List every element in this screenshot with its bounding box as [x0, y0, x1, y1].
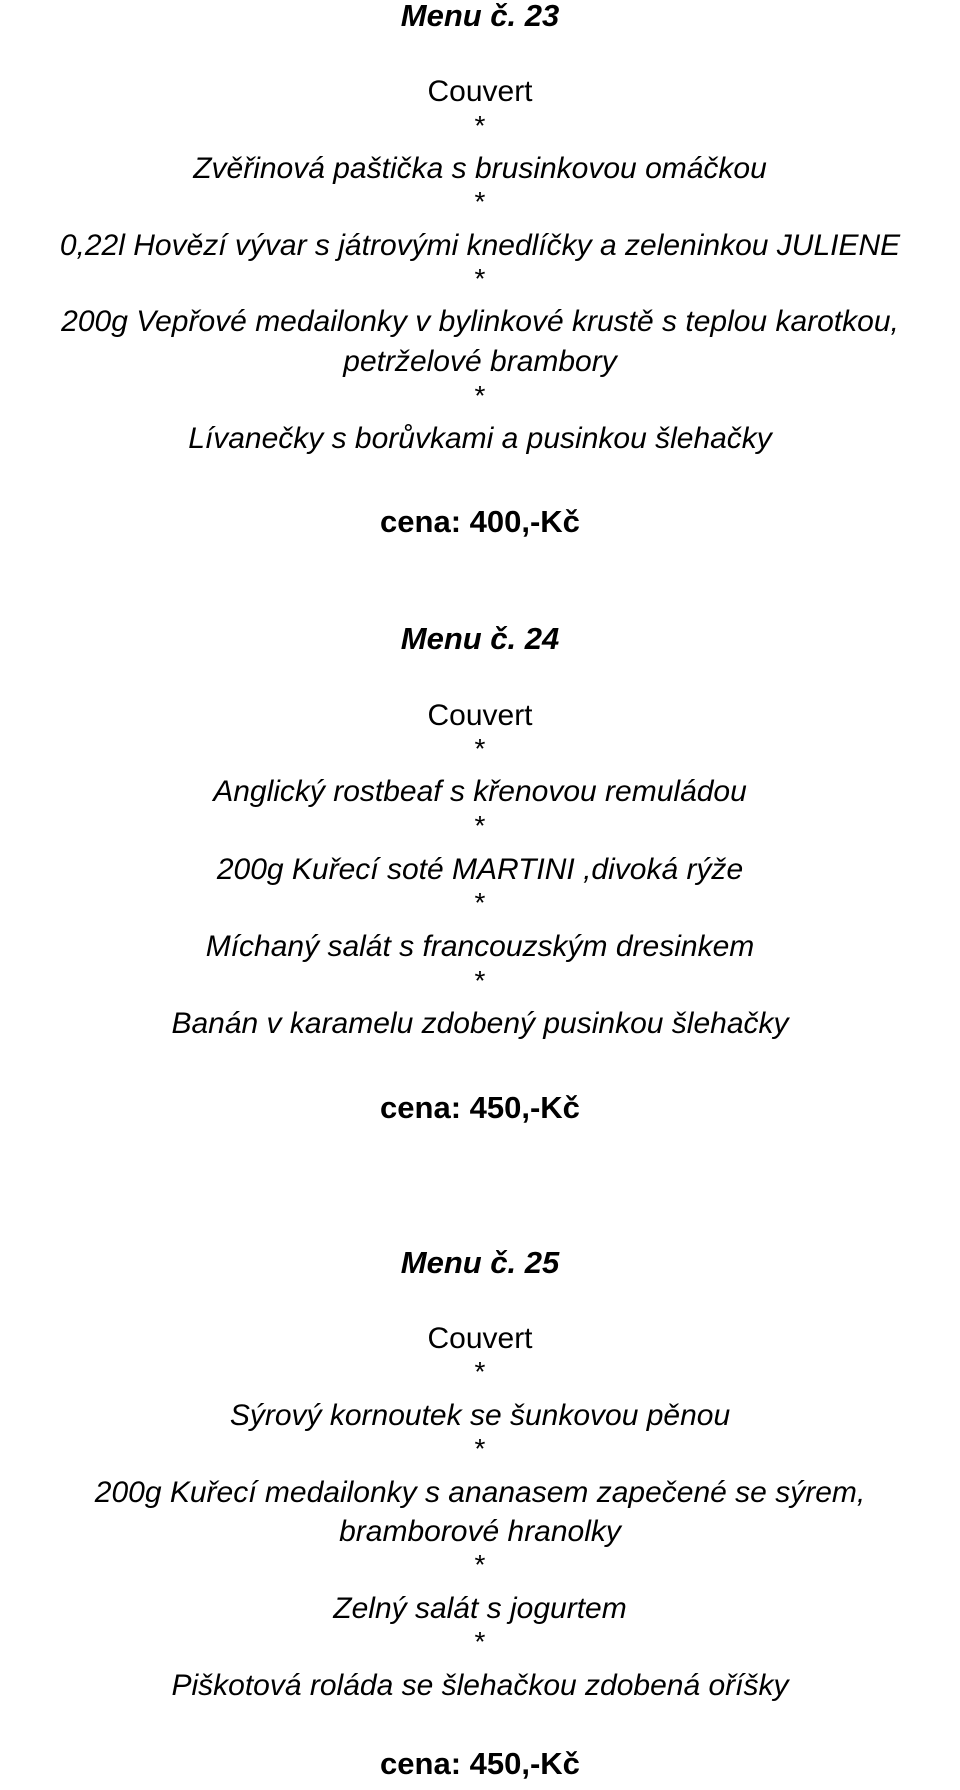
menu-24-separator: * [474, 965, 486, 996]
menu-24-title: Menu č. 24 [400, 621, 560, 656]
menu-25-main-line2: bramborové hranolky [339, 1515, 621, 1548]
menu-23-separator: * [474, 186, 486, 217]
menu-24-separator: * [474, 887, 486, 918]
menu-23-main-line1: 200g Vepřové medailonky v bylinkové krustě s teplou karotkou, [61, 305, 899, 338]
menu-25-main-line1: 200g Kuřecí medailonky s ananasem zapečené se sýrem, [94, 1476, 866, 1509]
menu-25-separator: * [474, 1549, 486, 1580]
menu-23-separator: * [474, 263, 486, 294]
menu-24-dessert: Banán v karamelu zdobený pusinkou šlehačky [171, 1007, 789, 1040]
menu-23-couvert: Couvert [427, 75, 533, 108]
menu-24-salad: Míchaný salát s francouzským dresinkem [205, 930, 755, 963]
menu-24-couvert: Couvert [427, 699, 533, 732]
menu-25-separator: * [474, 1626, 486, 1657]
menu-23-main-line2: petrželové brambory [343, 345, 617, 378]
menu-23-separator: * [474, 110, 486, 141]
menu-24-main: 200g Kuřecí soté MARTINI ,divoká rýže [216, 853, 744, 886]
menu-23-soup: 0,22l Hovězí vývar s játrovými knedlíčky a zeleninkou JULIENE [59, 229, 901, 262]
menu-23-price: cena: 400,-Kč [380, 504, 580, 539]
menu-25-salad: Zelný salát s jogurtem [333, 1592, 627, 1625]
menu-23-starter: Zvěřinová paštička s brusinkovou omáčkou [193, 152, 767, 185]
menu-24-separator: * [474, 733, 486, 764]
menu-25-separator: * [474, 1433, 486, 1464]
menu-24-price: cena: 450,-Kč [380, 1090, 580, 1125]
menu-24-separator: * [474, 810, 486, 841]
menu-23-dessert: Lívanečky s borůvkami a pusinkou šlehačky [188, 422, 772, 455]
menu-23-separator: * [474, 380, 486, 411]
menu-25-couvert: Couvert [427, 1322, 533, 1355]
menu-24-starter: Anglický rostbeaf s křenovou remuládou [213, 775, 747, 808]
menu-23-title: Menu č. 23 [400, 0, 560, 33]
menu-25-title: Menu č. 25 [400, 1245, 560, 1280]
menu-25-separator: * [474, 1356, 486, 1387]
menu-25-dessert: Piškotová roláda se šlehačkou zdobená oříšky [171, 1669, 789, 1702]
menu-25-price: cena: 450,-Kč [380, 1746, 580, 1781]
menu-25-starter: Sýrový kornoutek se šunkovou pěnou [229, 1399, 731, 1432]
